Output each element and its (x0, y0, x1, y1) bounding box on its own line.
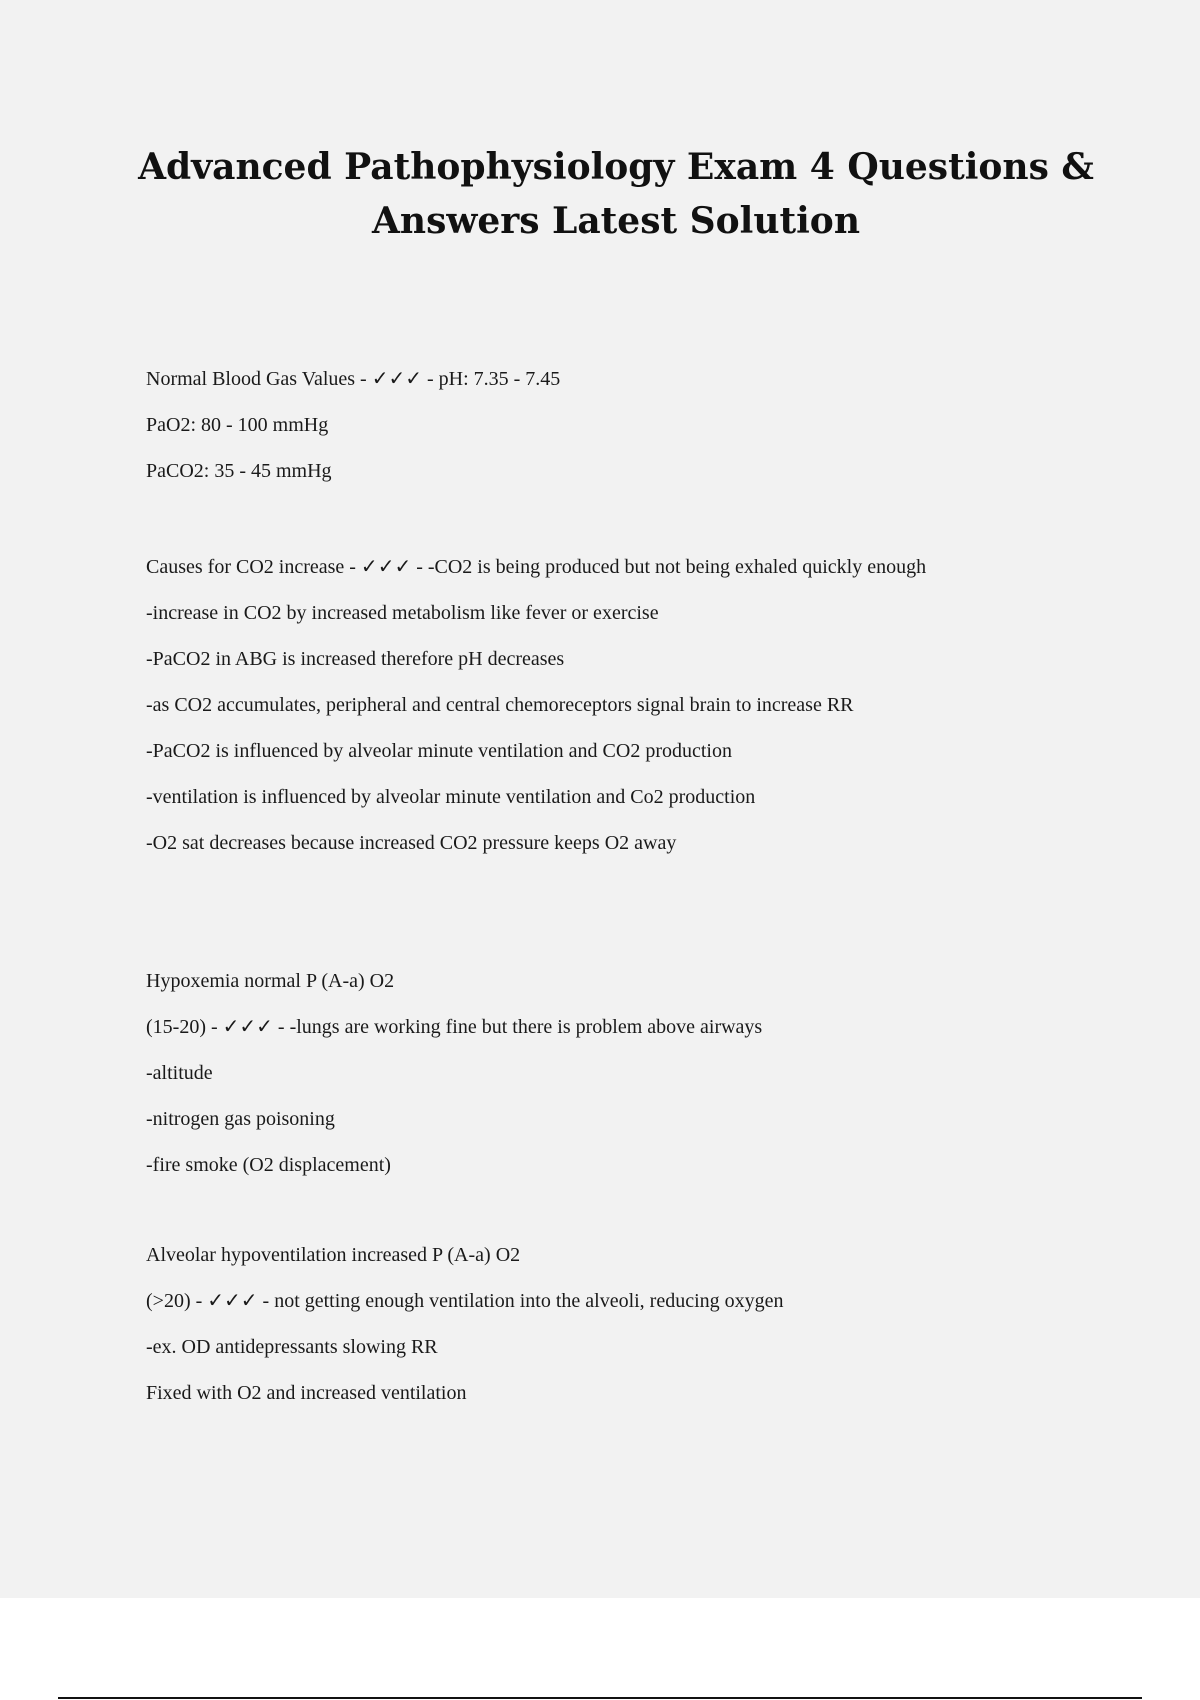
spacer (146, 502, 1146, 552)
spacer (146, 874, 1146, 966)
text-line: (15-20) - ✓✓✓ - -lungs are working fine but there is problem above airways (146, 1016, 763, 1038)
text-line: PaO2: 80 - 100 mmHg (146, 414, 329, 436)
text-line: Alveolar hypoventilation increased P (A-a) O2 (146, 1244, 521, 1266)
text-line: -ventilation is influenced by alveolar minute ventilation and Co2 production (146, 786, 756, 808)
text-line: Causes for CO2 increase - ✓✓✓ - -CO2 is being produced but not being exhaled quickly enough (146, 556, 927, 578)
text-line: -as CO2 accumulates, peripheral and central chemoreceptors signal brain to increase RR (146, 694, 854, 716)
section-co2-increase (146, 552, 1146, 874)
section-blood-gas-values (146, 364, 1146, 502)
section-alveolar-hypoventilation (146, 1240, 1146, 1424)
text-line: -PaCO2 is influenced by alveolar minute ventilation and CO2 production (146, 740, 732, 762)
text-line: -increase in CO2 by increased metabolism like fever or exercise (146, 602, 659, 624)
text-line: Fixed with O2 and increased ventilation (146, 1382, 467, 1404)
footer-divider (58, 1697, 1142, 1699)
document-body (146, 364, 1146, 1424)
text-line: -fire smoke (O2 displacement) (146, 1154, 391, 1176)
text-line: -PaCO2 in ABG is increased therefore pH decreases (146, 648, 565, 670)
text-line: (>20) - ✓✓✓ - not getting enough ventilation into the alveoli, reducing oxygen (146, 1290, 784, 1312)
spacer (146, 1196, 1146, 1240)
text-line: -O2 sat decreases because increased CO2 pressure keeps O2 away (146, 832, 677, 854)
text-line: -nitrogen gas poisoning (146, 1108, 335, 1130)
text-line: -altitude (146, 1062, 213, 1084)
text-line: -ex. OD antidepressants slowing RR (146, 1336, 438, 1358)
section-hypoxemia (146, 966, 1146, 1196)
document-title: Advanced Pathophysiology Exam 4 Questions & Answers Latest Solution (138, 146, 1094, 242)
text-line: Hypoxemia normal P (A-a) O2 (146, 970, 395, 992)
text-line: PaCO2: 35 - 45 mmHg (146, 460, 332, 482)
text-line: Normal Blood Gas Values - ✓✓✓ - pH: 7.35 - 7.45 (146, 368, 561, 390)
